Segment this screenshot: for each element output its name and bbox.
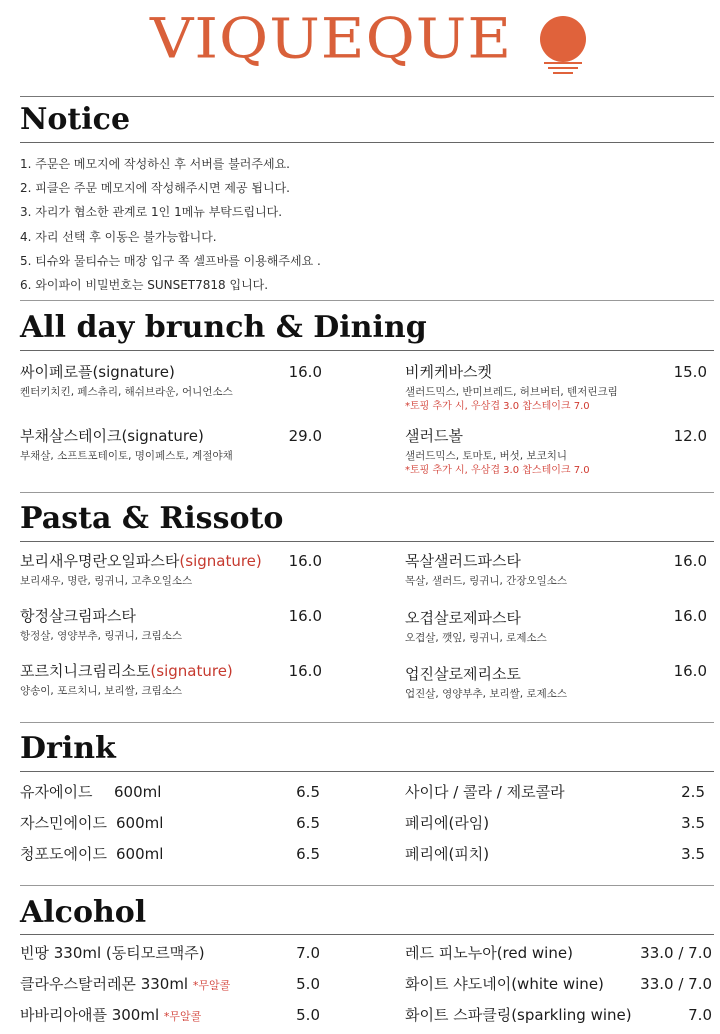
item-description: 샐러드믹스, 반미브레드, 허브버터, 텐저린크림 [405,386,618,398]
item-price: 16.0 [673,552,707,570]
header-divider [20,96,714,97]
brunch-title: All day brunch & Dining [20,310,427,345]
drink-price: 6.5 [296,845,320,863]
drink-price: 6.5 [296,814,320,832]
notice-title: Notice [20,102,131,137]
alcohol-divider [20,934,714,935]
signature-tag: (signature) [121,427,204,445]
drink-price: 3.5 [681,845,705,863]
drink-name: 페리에(라임) [405,814,490,832]
alcohol-title: Alcohol [20,895,147,930]
alcohol-price: 5.0 [296,975,320,993]
brand-logo-text: VIQUEQUE [150,6,513,72]
drink-divider [20,771,714,772]
item-description: 오겹살, 깻잎, 링귀니, 로제소스 [405,632,547,644]
item-price: 16.0 [673,662,707,680]
item-description: 부채살, 소프트포테이토, 명이페스토, 계절야채 [20,450,233,462]
drink-volume: 600ml [116,814,164,832]
alcohol-label: 레드 피노누아(red wine) [405,944,573,962]
item-name: 샐러드볼 [405,427,463,445]
item-price: 12.0 [673,427,707,445]
drink-price: 3.5 [681,814,705,832]
item-name: 항정살크림파스타 [20,607,136,625]
sunset-logo-icon [536,12,590,74]
item-name: 비케케바스켓 [405,363,492,381]
item-price: 16.0 [288,662,322,680]
item-description: 샐러드믹스, 토마토, 버섯, 보코치니 [405,450,568,462]
item-name: 오겹살로제파스타 [405,609,521,627]
drink-name: 페리에(피치) [405,845,490,863]
drink-volume: 600ml [114,783,162,801]
alcohol-label: 화이트 샤도네이(white wine) [405,975,604,993]
alcohol-label: 빈땅 330ml (동티모르맥주) [20,944,205,962]
item-name: 싸이페로플 [20,363,93,381]
topping-note: *토핑 추가 시, 우삼겹 3.0 찹스테이크 7.0 [405,465,590,476]
alcohol-label: 클라우스탈러레몬 330ml [20,975,189,993]
item-price: 29.0 [288,427,322,445]
alcohol-name [20,1005,201,1027]
item-price: 16.0 [288,607,322,625]
drink-name: 사이다 / 콜라 / 제로콜라 [405,783,565,801]
item-price: 16.0 [673,607,707,625]
notice-item: 3. 자리가 협소한 관계로 1인 1메뉴 부탁드립니다. [20,205,283,220]
alcohol-name [20,943,205,963]
item-name: 부채살스테이크 [20,427,122,445]
alcohol-name [405,1005,632,1025]
signature-tag: (signature) [179,552,262,570]
alcohol-label: 바바리아애플 300ml [20,1006,160,1024]
item-name: 포르치니크림리소토 [20,662,151,680]
signature-tag: (signature) [150,662,233,680]
item-name: 보리새우명란오일파스타 [20,552,180,570]
signature-tag: (signature) [92,363,175,381]
alcohol-price: 5.0 [296,1006,320,1024]
notice-item: 1. 주문은 메모지에 작성하신 후 서버를 불러주세요. [20,157,290,171]
brunch-divider [20,350,714,351]
pasta-title: Pasta & Rissoto [20,501,284,536]
alcohol-name [405,943,573,963]
drink-name: 유자에이드 [20,783,93,801]
item-description: 보리새우, 명란, 링귀니, 고추오일소스 [20,575,193,587]
item-name: 목살샐러드파스타 [405,552,521,570]
drink-title: Drink [20,731,116,766]
alcohol-price: 33.0 / 7.0 [640,975,712,993]
non-alcoholic-tag: *무알콜 [192,979,231,992]
item-description: 업진살, 영양부추, 보리쌀, 로제소스 [405,688,568,700]
brunch-bottom-divider [20,492,714,493]
notice-item: 6. 와이파이 비밀번호는 SUNSET7818 입니다. [20,277,269,292]
drink-price: 6.5 [296,783,320,801]
item-name: 업진살로제리소토 [405,665,521,683]
item-price: 16.0 [288,363,322,381]
pasta-divider [20,541,714,542]
item-description: 켄터키치킨, 페스츄리, 해쉬브라운, 어니언소스 [20,386,233,398]
item-description: 항정살, 영양부추, 링귀니, 크림소스 [20,630,183,642]
alcohol-price: 33.0 / 7.0 [640,944,712,962]
notice-divider [20,142,714,143]
alcohol-name [405,974,604,994]
drink-volume: 600ml [116,845,164,863]
item-price: 15.0 [673,363,707,381]
alcohol-price: 7.0 [688,1006,712,1024]
alcohol-label: 화이트 스파클링(sparkling wine) [405,1006,632,1024]
alcohol-price: 7.0 [296,944,320,962]
item-description: 양송이, 포르치니, 보리쌀, 크림소스 [20,685,183,697]
notice-item: 5. 티슈와 물티슈는 매장 입구 쪽 셀프바를 이용해주세요 . [20,253,321,268]
drink-bottom-divider [20,885,714,886]
item-description: 목살, 샐러드, 링귀니, 간장오일소스 [405,575,568,587]
topping-note: *토핑 추가 시, 우삼겹 3.0 찹스테이크 7.0 [405,401,590,412]
notice-item: 4. 자리 선택 후 이동은 불가능합니다. [20,229,217,244]
alcohol-name [20,974,230,996]
pasta-bottom-divider [20,722,714,723]
header [0,0,720,86]
non-alcoholic-tag: *무알콜 [163,1010,202,1023]
item-price: 16.0 [288,552,322,570]
drink-name: 자스민에이드 [20,814,107,832]
drink-name: 청포도에이드 [20,845,107,863]
notice-item: 2. 피클은 주문 메모지에 작성해주시면 제공 됩니다. [20,181,290,196]
notice-list [20,152,700,297]
notice-bottom-divider [20,300,714,301]
drink-price: 2.5 [681,783,705,801]
